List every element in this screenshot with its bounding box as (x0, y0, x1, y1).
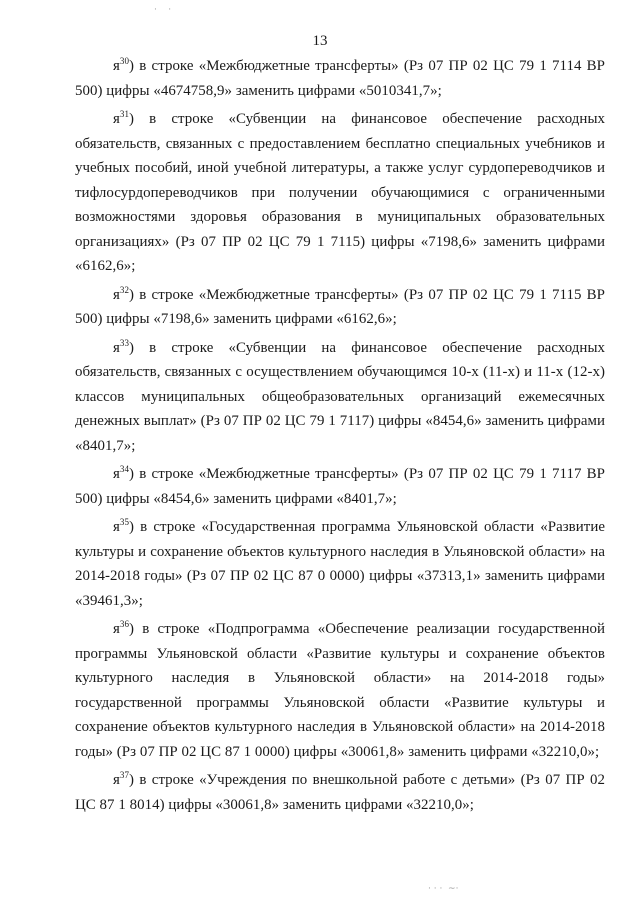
amendment-item-31 (75, 107, 605, 279)
item-superscript: 36 (119, 619, 130, 629)
amendment-item-34 (75, 462, 605, 511)
item-text: ) в строке «Межбюджетные трансферты» (Рз 07 ПР 02 ЦС 79 1 7117 ВР 500) цифры «8454,6» заменить цифрами «8401,7»; (75, 466, 605, 507)
item-superscript: 31 (119, 109, 130, 119)
item-superscript: 35 (119, 517, 130, 527)
scan-artifact: · · · ~· (428, 884, 459, 894)
item-marker: я (113, 772, 120, 788)
item-superscript: 34 (119, 464, 130, 474)
amendment-item-37 (75, 768, 605, 817)
item-text: ) в строке «Субвенции на финансовое обеспечение расходных обязательств, связанных с предоставлением бесплатно специальных учебников и учебных пособий, иной учебной литературы, а также услуг сурдопереводчиков и тифлосурдопереводчиков при получении обучающимися с ограниченными возможностями здоровья образования в муниципальных образовательных организациях» (Рз 07 ПР 02 ЦС 79 1 7115) цифры «7198,6» заменить цифрами «6162,6»; (75, 111, 605, 274)
item-marker: я (113, 286, 120, 303)
item-text: ) в строке «Межбюджетные трансферты» (Рз 07 ПР 02 ЦС 79 1 7114 ВР 500) цифры «4674758,9» заменить цифрами «5010341,7»; (75, 58, 605, 99)
amendment-item-36 (75, 617, 605, 764)
item-text: ) в строке «Субвенции на финансовое обеспечение расходных обязательств, связанных с осуществлением обучающимся 10-х (11-х) и 11-х (12-х) классов муниципальных общеобразовательных организаций ежемесячных денежных выплат» (Рз 07 ПР 02 ЦС 79 1 7117) цифры «8454,6» заменить цифрами «8401,7»; (75, 339, 605, 454)
scan-artifact: · · (154, 5, 172, 15)
amendment-item-32 (75, 283, 605, 332)
item-marker: я (113, 519, 120, 535)
item-text: ) в строке «Учреждения по внешкольной работе с детьми» (Рз 07 ПР 02 ЦС 87 1 8014) цифры «30061,8» заменить цифрами «32210,0»; (75, 772, 605, 813)
item-marker: я (113, 339, 120, 356)
amendment-item-33 (75, 336, 605, 459)
item-text: ) в строке «Подпрограмма «Обеспечение реализации государственной программы Ульяновской области «Развитие культуры и сохранение объектов культурного наследия в Ульяновской области» на 2014-2018 годы» государственной программы Ульяновской области «Развитие культуры и сохранение объектов культурного наследия в Ульяновской области» на 2014-2018 годы» (Рз 07 ПР 02 ЦС 87 1 0000) цифры «30061,8» заменить цифрами «32210,0»; (75, 621, 605, 760)
item-marker: я (113, 466, 120, 482)
item-marker: я (113, 111, 120, 127)
amendment-item-35 (75, 515, 605, 613)
document-body (75, 54, 605, 821)
page-number: 13 (312, 33, 328, 49)
item-text: ) в строке «Межбюджетные трансферты» (Рз 07 ПР 02 ЦС 79 1 7115 ВР 500) цифры «7198,6» заменить цифрами «6162,6»; (75, 286, 605, 327)
item-text: ) в строке «Государственная программа Ульяновской области «Развитие культуры и сохранение объектов культурного наследия в Ульяновской области» на 2014-2018 годы» (Рз 07 ПР 02 ЦС 87 0 0000) цифры «37313,1» заменить цифрами «39461,3»; (75, 519, 605, 609)
item-superscript: 32 (119, 284, 130, 295)
amendment-item-30 (75, 54, 605, 103)
item-superscript: 30 (119, 56, 130, 66)
item-superscript: 37 (119, 770, 130, 780)
item-marker: я (113, 621, 120, 637)
item-superscript: 33 (119, 337, 130, 348)
item-marker: я (113, 58, 120, 74)
